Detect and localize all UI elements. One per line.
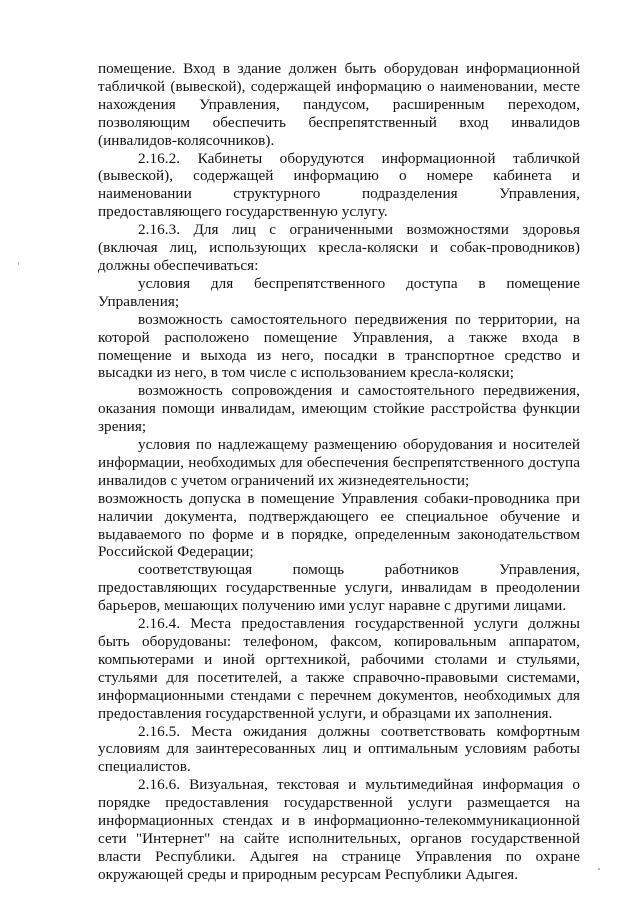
paragraph: возможность самостоятельного передвижения по территории, на которой расположено помещение Управления, а также входа в помещение и выхода из него, посадки в транспортное средство и высадки из него, в том числе с использованием кресла-коляски; (98, 310, 580, 382)
paragraph: условия для беспрепятственного доступа в помещение Управления; (98, 274, 580, 310)
paragraph: 2.16.6. Визуальная, текстовая и мультимедийная информация о порядке предоставления государственной услуги размещается на информационных стендах и в информационно-телекоммуникационной сети "Интернет" на сайте исполнительных, органов государственной власти Республики. Адыгея на странице Управления по охране окружающей среды и природным ресурсам Республики Адыгея. (98, 776, 580, 883)
paragraph: 2.16.2. Кабинеты оборудуются информационной табличкой (вывеской), содержащей информацию о номере кабинета и наименовании структурного подразделения Управления, предоставляющего государственную услугу. (98, 149, 580, 221)
paragraph: помещение. Вход в здание должен быть оборудован информационной табличкой (вывеской), содержащей информацию о наименовании, месте нахождения Управления, пандусом, расширенным переходом, позволяющим обеспечить беспрепятственный вход инвалидов (инвалидов-колясочников). (98, 60, 580, 149)
paragraph: 2.16.4. Места предоставления государственной услуги должны быть оборудованы: телефоном, факсом, копировальным аппаратом, компьютерами и иной оргтехникой, рабочими столами и стульями, стульями для посетителей, а также справочно-правовыми системами, информационными стендами с перечнем документов, необходимых для предоставления государственной услуги, и образцами их заполнения. (98, 615, 580, 722)
document-body (98, 60, 580, 884)
paragraph: возможность допуска в помещение Управления собаки-проводника при наличии документа, подтверждающего ее специальное обучение и выдаваемого по форме и в порядке, определенным законодательством Российской Федерации; (98, 489, 580, 561)
scan-artifact-left (18, 262, 19, 265)
paragraph: условия по надлежащему размещению оборудования и носителей информации, необходимых для обеспечения беспрепятственного доступа инвалидов с учетом ограничений их жизнедеятельности; (98, 436, 580, 489)
paragraph: соответствующая помощь работников Управления, предоставляющих государственные услуги, инвалидам в преодолении барьеров, мешающих получению ими услуг наравне с другими лицами. (98, 561, 580, 615)
paragraph: 2.16.3. Для лиц с ограниченными возможностями здоровья (включая лиц, использующих кресла-коляски и собак-проводников) должны обеспечиваться: (98, 221, 580, 274)
paragraph: возможность сопровождения и самостоятельного передвижения, оказания помощи инвалидам, имеющим стойкие расстройства функции зрения; (98, 382, 580, 436)
scan-artifact-bottom (598, 868, 600, 870)
paragraph: 2.16.5. Места ожидания должны соответствовать комфортным условиям для заинтересованных лиц и оптимальным условиям работы специалистов. (98, 722, 580, 776)
